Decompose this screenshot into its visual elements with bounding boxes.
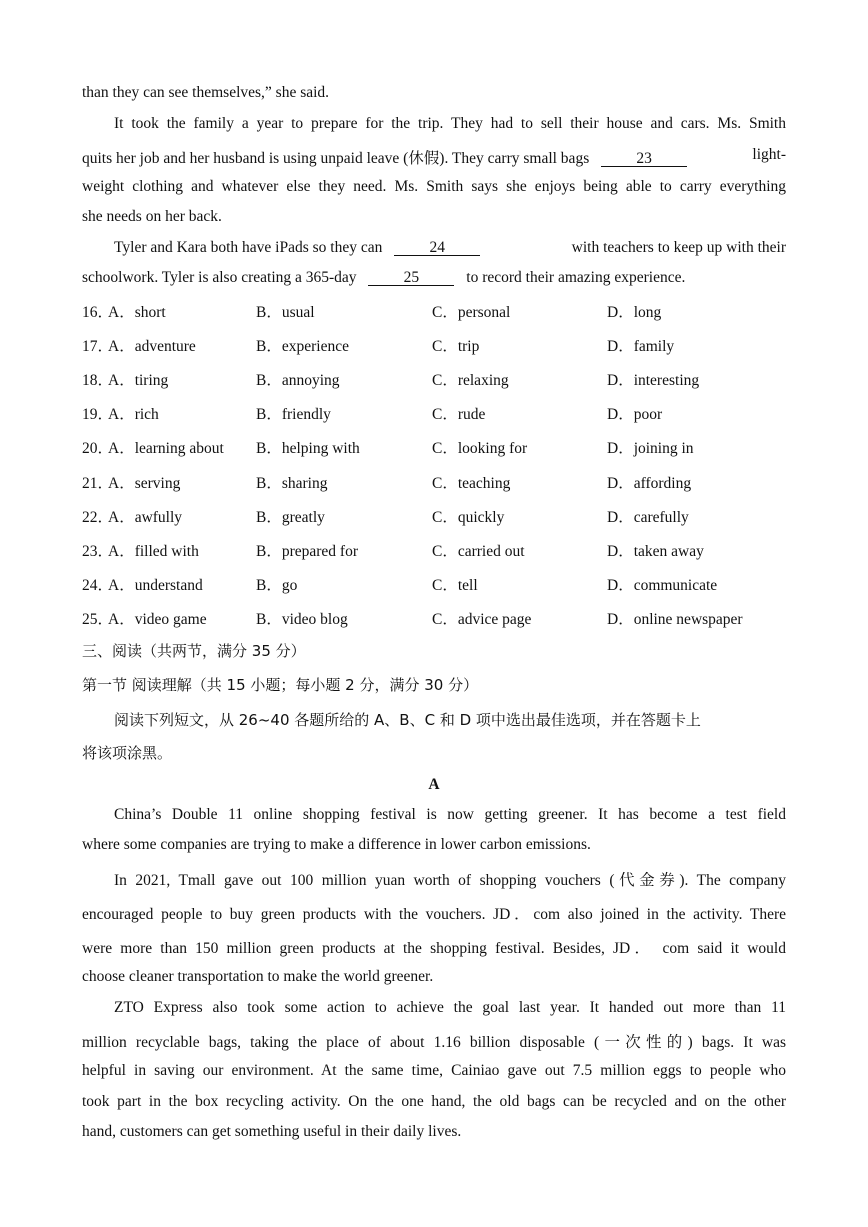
option-c: C．teaching	[432, 475, 511, 492]
text-line: It took the family a year to prepare for the trip. They had to sell their house and cars. Ms. Smith	[114, 115, 786, 132]
question-number: 17．	[82, 338, 114, 355]
option-c: C．looking for	[432, 440, 528, 457]
option-d: D．carefully	[607, 509, 689, 526]
option-d: D．affording	[607, 475, 692, 492]
question-number: 19．	[82, 406, 114, 423]
option-b: B．greatly	[256, 509, 325, 526]
option-b: B．usual	[256, 304, 315, 321]
option-a: A．learning about	[108, 440, 224, 457]
passage-label: A	[428, 776, 440, 793]
option-a: A．awfully	[108, 509, 183, 526]
option-a: A．video game	[108, 611, 207, 628]
option-a: A．understand	[108, 577, 203, 594]
question-number: 18．	[82, 372, 114, 389]
question-number: 21．	[82, 475, 114, 492]
text-line: encouraged people to buy green products with the vouchers. JD．com also joined in the activity. There	[82, 906, 786, 923]
option-a: A．short	[108, 304, 166, 321]
option-a: A．serving	[108, 475, 181, 492]
question-number: 24．	[82, 577, 114, 594]
option-a: A．filled with	[108, 543, 199, 560]
option-a: A．tiring	[108, 372, 169, 389]
text-fragment: Tyler and Kara both have iPads so they can	[114, 239, 383, 256]
option-row-19	[82, 402, 786, 422]
option-b: B．annoying	[256, 372, 340, 389]
blank-23: 23	[601, 151, 687, 167]
option-row-16	[82, 300, 786, 320]
option-c: C．trip	[432, 338, 480, 355]
option-row-23	[82, 539, 786, 559]
option-d: D．communicate	[607, 577, 718, 594]
option-b: B．helping with	[256, 440, 360, 457]
text-line: In 2021, Tmall gave out 100 million yuan worth of shopping vouchers (代金券). The company	[114, 872, 786, 889]
instruction-line: 将该项涂黑。	[82, 744, 173, 762]
option-row-18	[82, 368, 786, 388]
option-d: D．taken away	[607, 543, 704, 560]
option-c: C．carried out	[432, 543, 525, 560]
option-c: C．quickly	[432, 509, 505, 526]
option-row-17	[82, 334, 786, 354]
option-b: B．prepared for	[256, 543, 358, 560]
text-line-with-blank	[82, 146, 786, 168]
text-line: helpful in saving our environment. At the same time, Cainiao gave out 7.5 million eggs to people who	[82, 1062, 786, 1079]
option-b: B．sharing	[256, 475, 328, 492]
text-fragment: quits her job and her husband is using unpaid leave (休假). They carry small bags	[82, 150, 590, 167]
option-d: D．online newspaper	[607, 611, 743, 628]
text-line: where some companies are trying to make a difference in lower carbon emissions.	[82, 836, 591, 853]
text-line: hand, customers can get something useful in their daily lives.	[82, 1123, 462, 1140]
text-fragment: schoolwork. Tyler is also creating a 365-day	[82, 269, 357, 286]
option-row-24	[82, 573, 786, 593]
option-d: D．family	[607, 338, 675, 355]
option-b: B．friendly	[256, 406, 331, 423]
option-c: C．rude	[432, 406, 486, 423]
option-row-25	[82, 607, 786, 627]
question-number: 25．	[82, 611, 114, 628]
text-line-with-blank	[82, 269, 786, 287]
option-row-21	[82, 471, 786, 491]
text-fragment: light-	[752, 146, 786, 163]
option-c: C．personal	[432, 304, 511, 321]
text-fragment: with teachers to keep up with their	[571, 239, 786, 256]
text-fragment: to record their amazing experience.	[466, 269, 686, 286]
question-number: 20．	[82, 440, 114, 457]
section-heading: 三、阅读（共两节，满分 35 分）	[82, 642, 306, 660]
option-c: C．tell	[432, 577, 478, 594]
text-line: she needs on her back.	[82, 208, 222, 225]
option-row-20	[82, 436, 786, 456]
instruction-line: 阅读下列短文，从 26~40 各题所给的 A、B、C 和 D 项中选出最佳选项，并在答题卡上	[114, 711, 701, 729]
option-b: B．video blog	[256, 611, 348, 628]
text-line: China’s Double 11 online shopping festival is now getting greener. It has become a test field	[114, 806, 786, 823]
text-line: million recyclable bags, taking the place of about 1.16 billion disposable (一次性的) bags. It was	[82, 1034, 786, 1051]
text-line-with-blank	[114, 239, 786, 257]
question-number: 22．	[82, 509, 114, 526]
option-d: D．joining in	[607, 440, 694, 457]
question-number: 16．	[82, 304, 114, 321]
option-d: D．poor	[607, 406, 663, 423]
text-line: took part in the box recycling activity. On the one hand, the old bags can be recycled and on the other	[82, 1093, 786, 1110]
text-line: choose cleaner transportation to make the world greener.	[82, 968, 434, 985]
option-b: B．go	[256, 577, 298, 594]
option-row-22	[82, 505, 786, 525]
blank-24: 24	[394, 240, 480, 256]
option-d: D．interesting	[607, 372, 700, 389]
option-b: B．experience	[256, 338, 349, 355]
option-d: D．long	[607, 304, 662, 321]
section-sub-heading: 第一节 阅读理解（共 15 小题；每小题 2 分，满分 30 分）	[82, 676, 479, 694]
text-line: were more than 150 million green products at the shopping festival. Besides, JD． com said it would	[82, 940, 786, 957]
question-number: 23．	[82, 543, 114, 560]
text-line: ZTO Express also took some action to achieve the goal last year. It handed out more than 11	[114, 999, 786, 1016]
option-a: A．adventure	[108, 338, 196, 355]
text-line: weight clothing and whatever else they need. Ms. Smith says she enjoys being able to carry everything	[82, 178, 786, 195]
blank-25: 25	[368, 270, 454, 286]
option-a: A．rich	[108, 406, 159, 423]
option-c: C．relaxing	[432, 372, 509, 389]
option-c: C．advice page	[432, 611, 532, 628]
text-line: than they can see themselves,” she said.	[82, 84, 330, 101]
